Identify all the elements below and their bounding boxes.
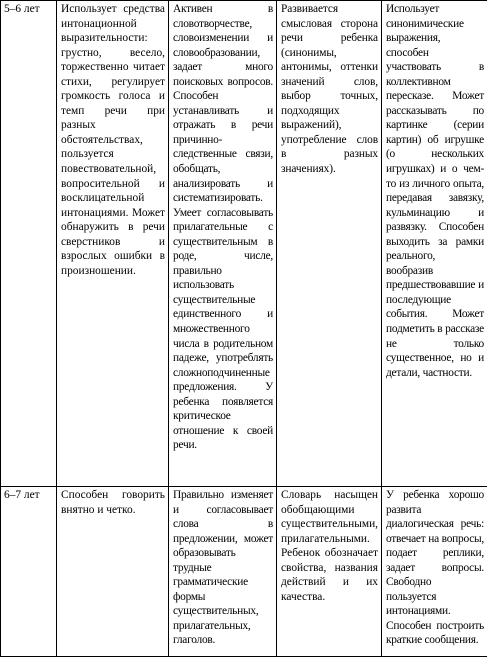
intonation-cell: Использует средства интонационной выразительности: грустно, весело, торжественно читает стихи, регулирует громкость голоса и темп речи при разных обстоятельствах, пользуется повествовательной, вопросительной и восклицательной интонациями. Может обнаружить в речи сверстников и взрослых ошибки в произношении. [57, 1, 169, 487]
age-cell: 6–7 лет [1, 487, 57, 657]
vocabulary-cell: Развивается смысловая сторона речи ребенка (синонимы, антонимы, оттенки значений слов, выбор точных, подходящих выражений), употребление слов в разных значениях). [277, 1, 382, 487]
grammar-cell: Активен в словотворчестве, словоизменении и словообразовании, задает много поисковых вопросов. Способен устанавливать и отражать в речи причинно-следственные связи, обобщать, анализировать и систематизировать. Умеет согласовывать прилагательные с существительным в роде, числе, правильно использовать существительные единственного и множественного числа в родительном падеже, употреблять сложноподчиненные предложения. У ребенка появляется критическое отношение к своей речи. [169, 1, 277, 487]
table-row [1, 487, 487, 657]
table-row [1, 1, 487, 487]
age-cell: 5–6 лет [1, 1, 57, 487]
coherent-speech-cell: У ребенка хорошо развита диалогическая речь: отвечает на вопросы, подает реплики, задает вопросы. Свободно пользуется интонациями. Способен построить краткие сообщения. [382, 487, 487, 657]
vocabulary-cell: Словарь насыщен обобщающими существительными, прилагательными. Ребенок обозначает свойства, названия действий и их качества. [277, 487, 382, 657]
coherent-speech-cell: Использует синонимические выражения, способен участвовать в коллективном пересказе. Может рассказывать по картинке (серии картин) об игрушке (о нескольких игрушках) и о чем-то из личного опыта, передавая завязку, кульминацию и развязку. Способен выходить за рамки реального, вообразив предшествовавшие и последующие события. Может подметить в рассказе не только существенное, но и детали, частности. [382, 1, 487, 487]
intonation-cell: Способен говорить внятно и четко. [57, 487, 169, 657]
grammar-cell: Правильно изменяет и согласовывает слова в предложении, может образовывать трудные грамматические формы существительных, прилагательных, глаголов. [169, 487, 277, 657]
